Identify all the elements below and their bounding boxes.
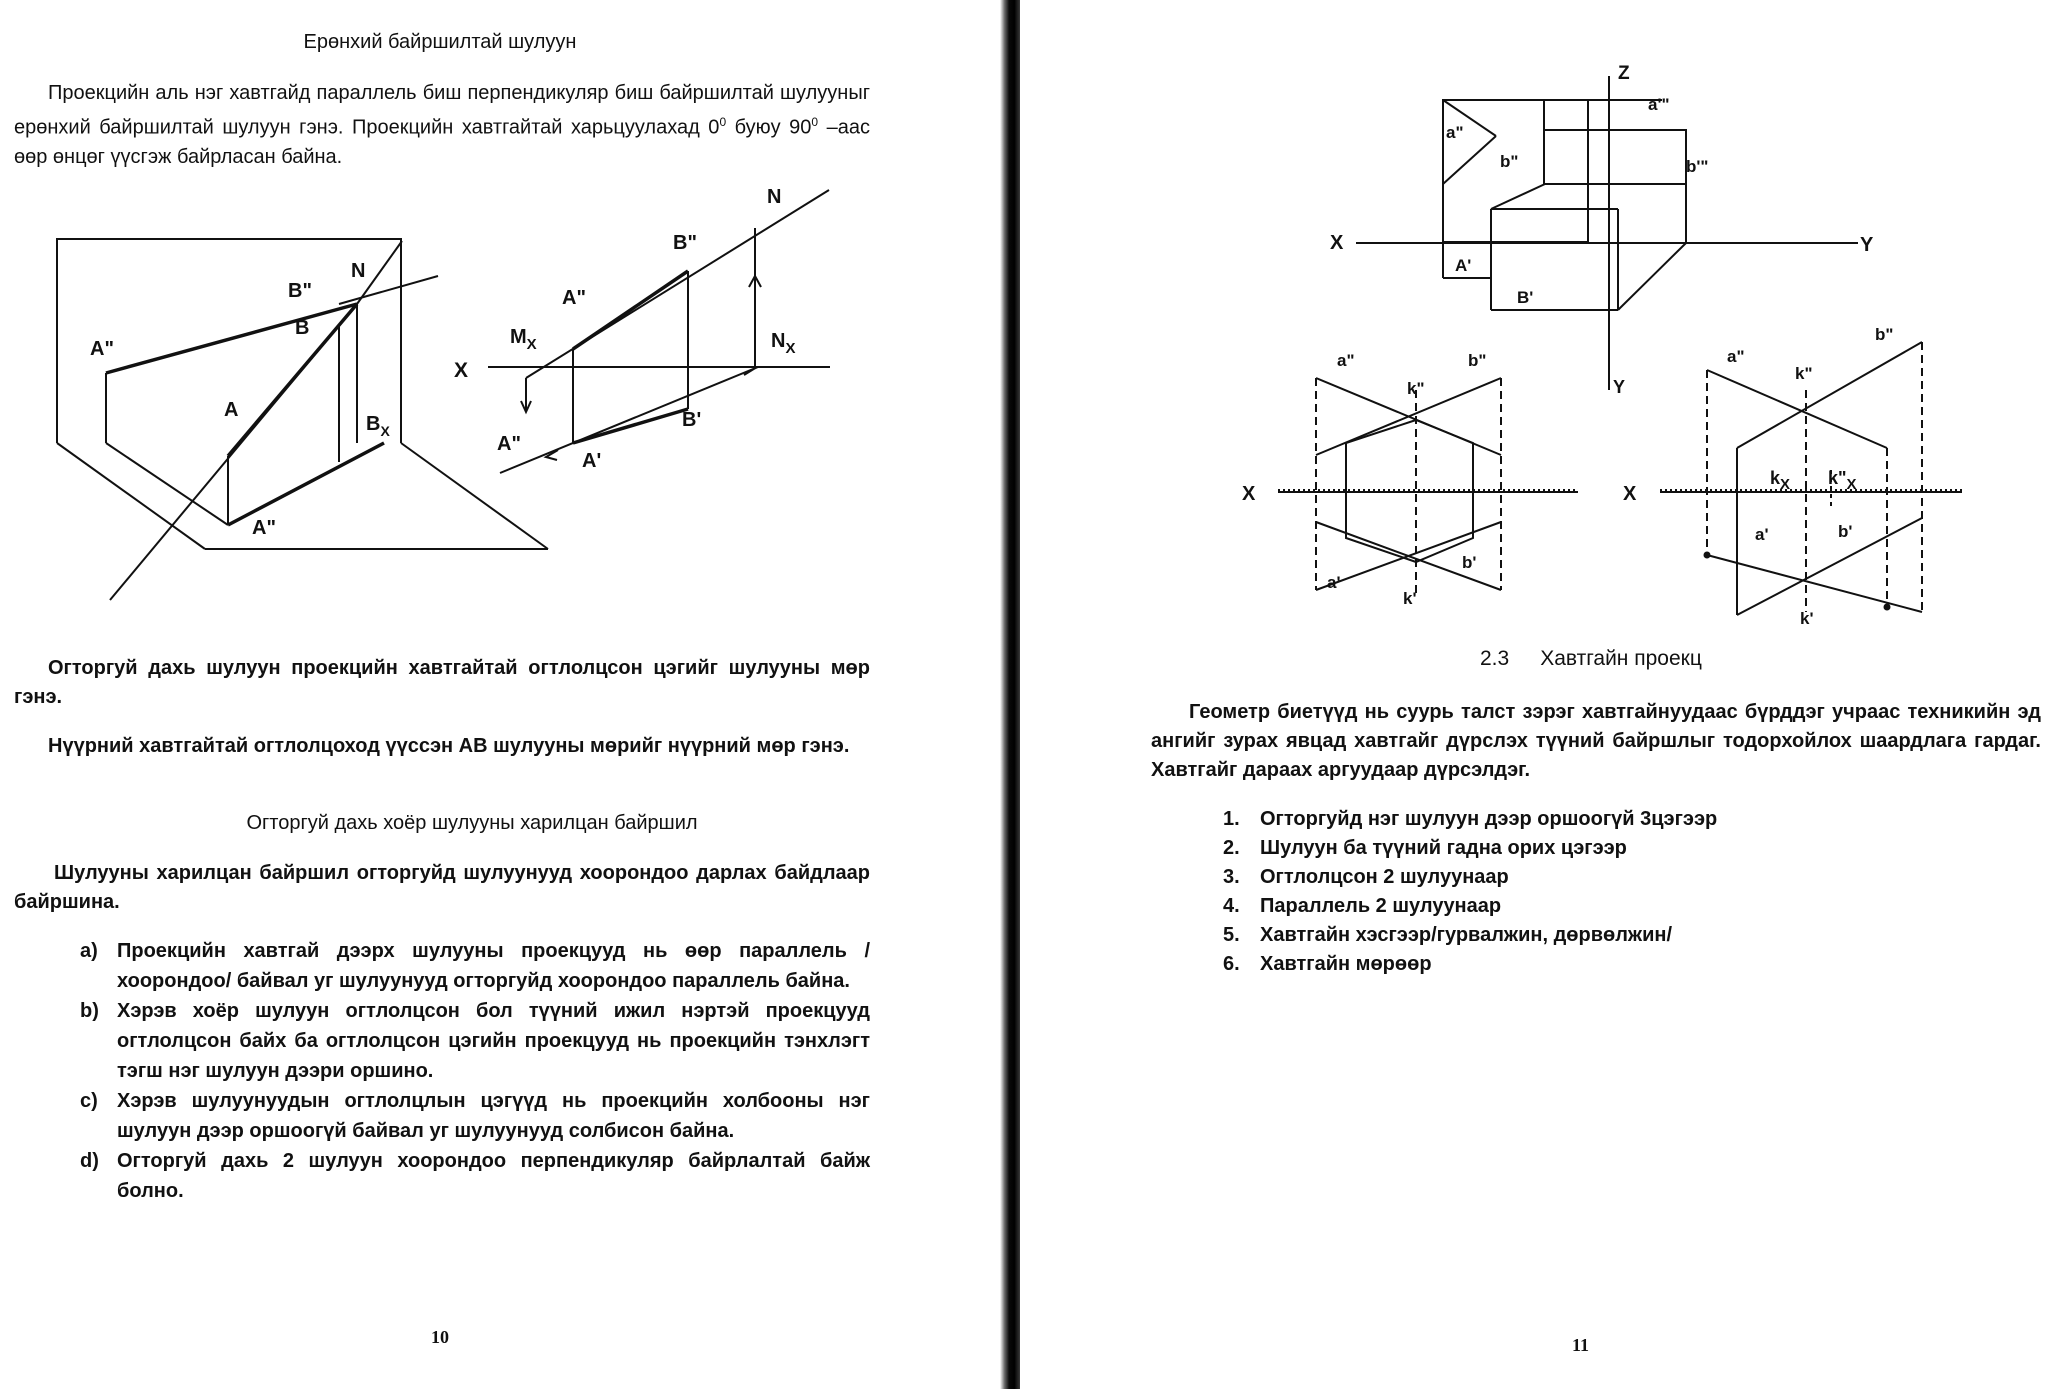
fig3-label-b3: b'" — [1686, 157, 1709, 176]
fig4-label-k1: k' — [1403, 589, 1417, 608]
figure-line-pictorial — [40, 195, 480, 615]
fig1-label-bx: $B_X$ — [366, 413, 390, 439]
list-item-d: d) Огторгуй дахь 2 шулуун хоорондоо перпендикуляр байрлалтай байж болно. — [80, 1150, 870, 1202]
left-page — [0, 0, 1005, 1389]
fig2-label-a2: A" — [562, 287, 586, 309]
list-item-4: 4. Параллель 2 шулуунаар — [1223, 895, 1502, 917]
left-lettered-list — [80, 936, 870, 1206]
fig4-label-a2: a" — [1337, 351, 1355, 370]
right-page — [1020, 0, 2048, 1389]
left-subtitle: Огторгуй дахь хоёр шулууны харилцан байршил — [246, 812, 698, 834]
right-page-number: 11 — [1572, 1335, 1590, 1355]
right-numbered-list — [1223, 805, 1923, 979]
fig3-label-a3: a'" — [1648, 95, 1670, 114]
fig1-ab-extension — [110, 304, 357, 600]
fig5-label-a2: a" — [1727, 347, 1745, 366]
fig5-label-x: X — [1623, 483, 1637, 505]
fig4-label-a1: a' — [1327, 573, 1341, 592]
mutual-position-paragraph: Шулууны харилцан байршил огторгуйд шулуунууд хоорондоо дарлах байдлаар байршина. — [14, 862, 870, 913]
fig4-label-k2: k" — [1407, 379, 1425, 398]
list-item-3: 3. Огтлолцсон 2 шулуунаар — [1223, 866, 1509, 888]
intro-text-b: буюу 90 — [726, 116, 812, 139]
figure-plane-intersecting — [1235, 340, 1626, 640]
fig5-label-a1: a' — [1755, 525, 1769, 544]
fig4-label-x: X — [1242, 483, 1256, 505]
fig5-label-b1: b' — [1838, 522, 1853, 541]
fig2-a2b2-segment — [573, 271, 688, 349]
list-item-5: 5. Хавтгайн хэсгээр/гурвалжин, дөрвөлжин/ — [1223, 924, 1673, 946]
fig3-b3-plane — [1545, 130, 1686, 243]
fig5-label-kx: $k_X$ — [1770, 468, 1791, 493]
fig4-label-b2: b" — [1468, 351, 1487, 370]
fig1-label-a2: A" — [90, 338, 114, 360]
fig1-a-floor — [106, 443, 228, 525]
intro-sup-2: 0 — [811, 115, 819, 129]
plane-paragraph: Геометр биетүүд нь суурь талст зэрэг хавтгайнуудаас бүрддэг учраас техникийн эд ангийг зурах явцад хавтгайг дүрслэх түүний байршлыг тодорхойлох шаардлага гардаг. Хавтгайг дараах аргуудаар дүрсэлдэг. — [1151, 701, 2041, 781]
intro-paragraph — [14, 79, 870, 172]
list-item-2: 2. Шулуун ба түүний гадна орих цэгээр — [1223, 837, 1627, 859]
figure-line-orthographic — [450, 180, 840, 480]
fig4-label-y: Y — [1613, 377, 1626, 397]
fig5-point-a — [1704, 552, 1711, 559]
intro-text-a: Проекцийн аль нэг хавтгайд параллель биш перпендикуляр биш байршилтай шулууныг ерөнхий байршилтай шулуун гэнэ. Проекцийн хавтгайтай харьцуулахад 0 — [14, 82, 870, 139]
fig5-point-b — [1884, 604, 1891, 611]
fig2-label-x: X — [454, 359, 469, 382]
fig1-label-a1: A" — [252, 517, 276, 539]
fig5-label-k1: k' — [1800, 609, 1814, 628]
left-title: Ерөнхий байршилтай шулуун — [303, 31, 577, 53]
list-item-c: c) Хэрэв шулуунуудын огтлолцлын цэгүүд нь проекцийн холбооны нэг шулуун дээр оршоогүй байвал уг шулуунууд солбисон байна. — [80, 1090, 870, 1142]
face-trace-paragraph: Нүүрний хавтгайтай огтлолцоход үүссэн AB шулууны мөрийг нүүрний мөр гэнэ. — [48, 735, 850, 757]
fig1-label-n: N — [351, 260, 366, 282]
fig5-a1-line — [1707, 555, 1922, 612]
intro-text-c: –аас өөр өнцөг үүсгэж байрласан байна. — [14, 116, 870, 168]
left-page-number: 10 — [431, 1327, 449, 1347]
fig2-label-b2: B" — [673, 232, 697, 254]
fig2-label-n: N — [767, 186, 782, 208]
fig1-label-b: B — [295, 317, 310, 339]
fig3-a2-diagonal — [1443, 136, 1496, 184]
fig2-label-b1: B' — [682, 409, 702, 431]
fig2-label-nx: $N_X$ — [771, 330, 796, 357]
figure-plane-parallel — [1620, 315, 2000, 640]
fig2-arrow-nx — [742, 367, 757, 375]
fig1-label-b2: B" — [288, 280, 312, 302]
fig5-label-b2: b" — [1875, 325, 1894, 344]
fig3-label-a2: a" — [1446, 123, 1464, 142]
section-title: Хавтгайн проекц — [1540, 647, 1702, 670]
intro-sup-1: 0 — [719, 115, 727, 129]
fig5-label-k2x: $k"_X$ — [1828, 468, 1857, 493]
fig3-label-b1: B' — [1517, 288, 1534, 307]
fig3-front-top-left — [1491, 184, 1545, 209]
fig3-profile-plane — [1443, 100, 1588, 242]
section-number: 2.3 — [1480, 647, 1510, 670]
fig2-label-mx: $M_X$ — [510, 326, 537, 353]
fig3-label-b2: b" — [1500, 152, 1519, 171]
list-item-6: 6. Хавтгайн мөрөөр — [1223, 953, 1432, 975]
fig3-label-z: Z — [1618, 63, 1630, 84]
list-item-1: 1. Огторгуйд нэг шулуун дээр оршоогүй 3цэгээр — [1223, 808, 1718, 830]
list-item-a: a) Проекцийн хавтгай дээрх шулууны проекцууд нь өөр параллель / хоорондоо/ байвал уг шулуунууд огторгуйд хоорондоо параллель байна. — [80, 940, 870, 992]
fig2-a1b1-segment — [573, 409, 688, 443]
fig3-label-x: X — [1330, 232, 1344, 254]
section-heading — [1480, 647, 1702, 671]
fig1-a2b2-line — [106, 304, 357, 373]
fig4-label-b1: b' — [1462, 553, 1477, 572]
fig1-a1b1-line — [228, 443, 384, 525]
fig2-label-a1: A' — [582, 450, 602, 472]
fig3-label-a1: A' — [1455, 256, 1472, 275]
fig3-label-y: Y — [1860, 234, 1874, 256]
fig5-label-k2: k" — [1795, 364, 1813, 383]
fig1-label-a: A — [224, 399, 239, 421]
fig2-horizontal-projection — [500, 367, 758, 473]
fig3-front-right — [1618, 243, 1686, 310]
fig2-label-a2b: A" — [497, 433, 521, 455]
trace-definition: Огторгуй дахь шулуун проекцийн хавтгайтай огтлолцсон цэгийг шулууны мөр гэнэ. — [14, 657, 870, 708]
list-item-b: b) Хэрэв хоёр шулуун огтлолцсон бол түүний ижил нэртэй проекцууд огтлолцсон байх ба огтлолцсон цэгийн проекцууд нь проекцийн тэнхлэгт тэгш нэг шулуун дээри оршино. — [80, 1000, 870, 1082]
